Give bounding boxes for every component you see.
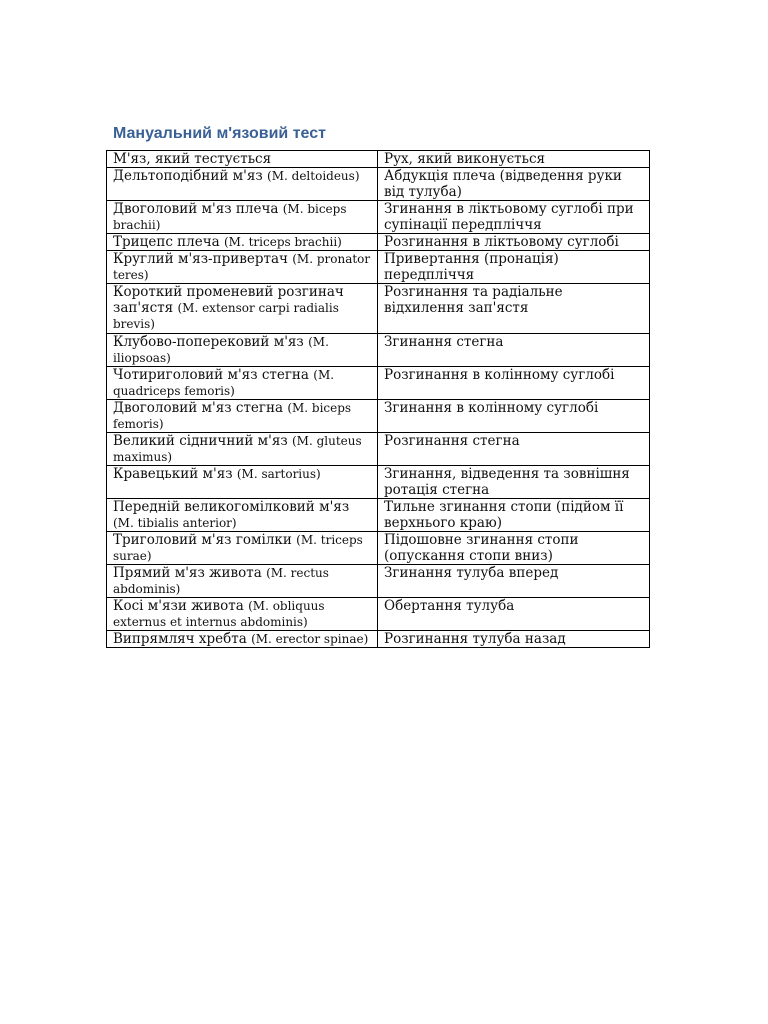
table-row — [107, 466, 650, 499]
muscle-cell — [107, 251, 378, 284]
muscle-cell — [107, 367, 378, 400]
table-row — [107, 400, 650, 433]
movement-cell: Розгинання стегна — [378, 433, 650, 466]
latin-name: (M. biceps femoris) — [113, 401, 352, 431]
latin-name: (M. deltoideus) — [267, 169, 360, 183]
muscle-name: Дельтоподібний м'яз — [113, 168, 263, 184]
table-row — [107, 284, 650, 334]
muscle-cell — [107, 201, 378, 234]
movement-cell: Згинання тулуба вперед — [378, 565, 650, 598]
table-row — [107, 334, 650, 367]
movement-cell: Згинання стегна — [378, 334, 650, 367]
muscle-cell — [107, 234, 378, 251]
table-row — [107, 168, 650, 201]
movement-cell: Обертання тулуба — [378, 598, 650, 631]
movement-cell: Розгинання в колінному суглобі — [378, 367, 650, 400]
table-row — [107, 251, 650, 284]
muscle-name: Клубово-поперековий м'яз — [113, 334, 304, 350]
latin-name: (M. erector spinae) — [251, 632, 369, 646]
latin-name: (M. pronator teres) — [113, 252, 371, 282]
latin-name: (M. obliquus externus et internus abdominis) — [113, 599, 325, 629]
header-movement: Рух, який виконується — [378, 151, 650, 168]
movement-cell: Згинання, відведення та зовнішня ротація стегна — [378, 466, 650, 499]
movement-cell: Тильне згинання стопи (підйом її верхнього краю) — [378, 499, 650, 532]
header-muscle: М'яз, який тестується — [107, 151, 378, 168]
table-row — [107, 367, 650, 400]
document-title: Мануальний м'язовий тест — [113, 125, 326, 142]
table-row — [107, 499, 650, 532]
latin-name: (M. extensor carpi radialis brevis) — [113, 301, 339, 331]
muscle-name: Випрямляч хребта — [113, 631, 247, 647]
muscle-name: Трицепс плеча — [113, 234, 220, 250]
movement-cell: Згинання в ліктьовому суглобі при супінації передпліччя — [378, 201, 650, 234]
movement-cell: Абдукція плеча (відведення руки від тулуба) — [378, 168, 650, 201]
table-row — [107, 234, 650, 251]
movement-cell: Підошовне згинання стопи (опускання стопи вниз) — [378, 532, 650, 565]
muscle-name: Великий сідничний м'яз — [113, 433, 288, 449]
movement-cell: Згинання в колінному суглобі — [378, 400, 650, 433]
muscle-name: Кравецький м'яз — [113, 466, 233, 482]
movement-cell: Розгинання в ліктьовому суглобі — [378, 234, 650, 251]
muscle-cell — [107, 532, 378, 565]
muscle-cell — [107, 499, 378, 532]
latin-name: (M. biceps brachii) — [113, 202, 347, 232]
movement-cell: Привертання (пронація) передпліччя — [378, 251, 650, 284]
muscle-cell — [107, 565, 378, 598]
latin-name: (M. tibialis anterior) — [113, 516, 237, 530]
latin-name: (M. triceps brachii) — [224, 235, 342, 249]
muscle-name: Круглий м'яз-привертач — [113, 251, 288, 267]
muscle-name: Косі м'язи живота — [113, 598, 244, 614]
table-row — [107, 598, 650, 631]
latin-name: (M. iliopsoas) — [113, 335, 329, 365]
muscle-cell — [107, 400, 378, 433]
muscle-name: Триголовий м'яз гомілки — [113, 532, 292, 548]
muscle-cell — [107, 631, 378, 648]
latin-name: (M. quadriceps femoris) — [113, 368, 335, 398]
table-row — [107, 565, 650, 598]
latin-name: (M. gluteus maximus) — [113, 434, 362, 464]
muscle-name: Прямий м'яз живота — [113, 565, 262, 581]
table-row — [107, 433, 650, 466]
table-row — [107, 532, 650, 565]
muscle-name: Передній великогомілковий м'яз — [113, 499, 350, 515]
latin-name: (M. sartorius) — [236, 467, 321, 481]
muscle-name: Короткий променевий розгинач зап'ястя — [113, 284, 344, 316]
muscle-name: Чотириголовий м'яз стегна — [113, 367, 309, 383]
muscle-name: Двоголовий м'яз стегна — [113, 400, 284, 416]
table-row — [107, 201, 650, 234]
latin-name: (M. rectus abdominis) — [113, 566, 329, 596]
muscle-cell — [107, 598, 378, 631]
muscle-cell — [107, 168, 378, 201]
movement-cell: Розгинання та радіальне відхилення зап'ястя — [378, 284, 650, 334]
table-header-row — [107, 151, 650, 168]
muscle-cell — [107, 284, 378, 334]
muscle-test-table — [106, 150, 650, 648]
movement-cell: Розгинання тулуба назад — [378, 631, 650, 648]
muscle-name: Двоголовий м'яз плеча — [113, 201, 279, 217]
muscle-cell — [107, 466, 378, 499]
muscle-cell — [107, 433, 378, 466]
table-row — [107, 631, 650, 648]
muscle-cell — [107, 334, 378, 367]
latin-name: (M. triceps surae) — [113, 533, 363, 563]
